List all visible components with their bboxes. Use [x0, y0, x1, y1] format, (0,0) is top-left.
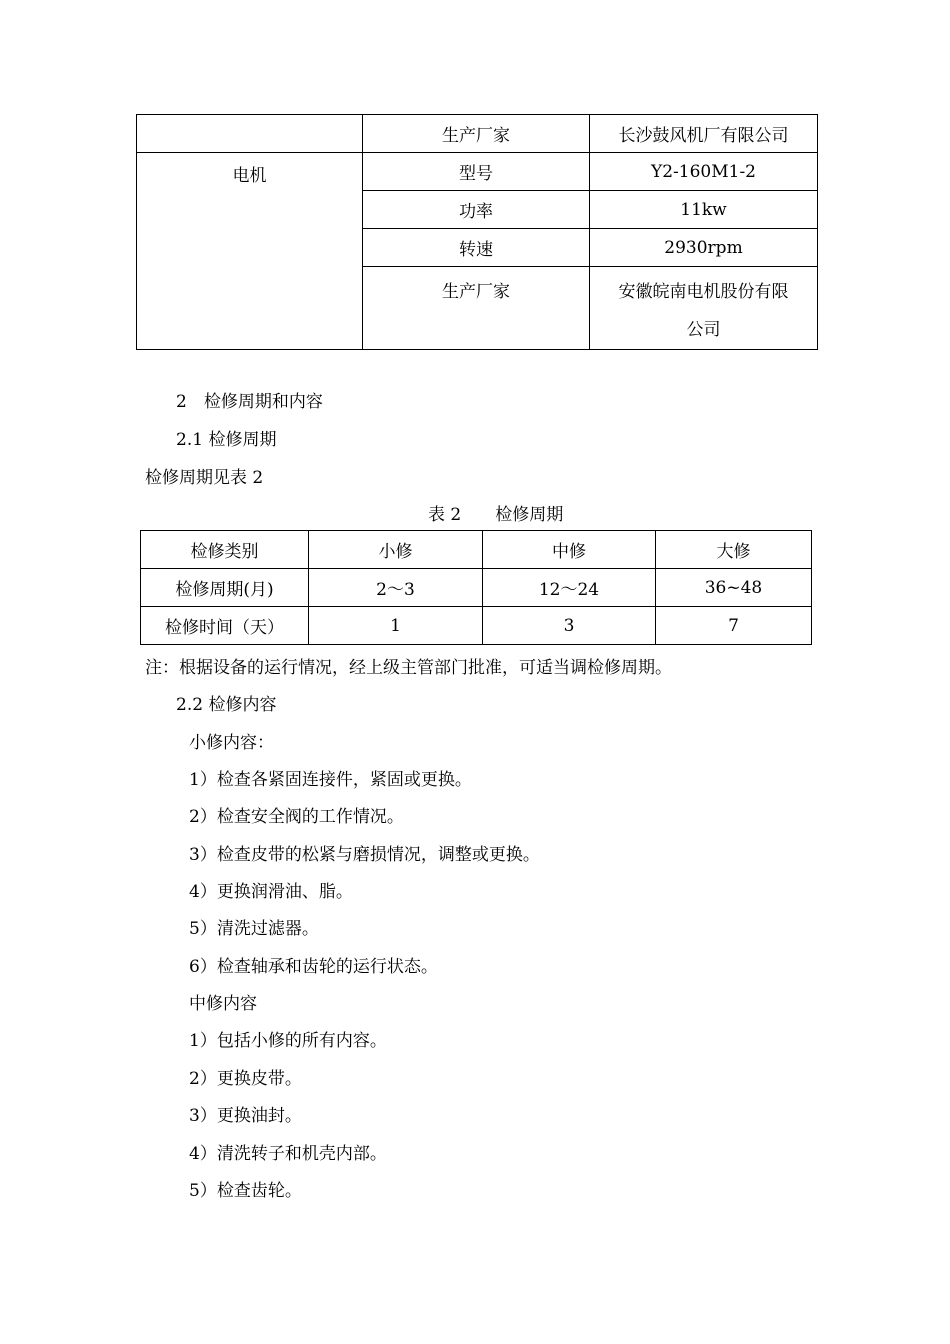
- table-cell: [137, 115, 363, 153]
- table-cell: 7: [656, 607, 812, 645]
- list-item: 6）检查轴承和齿轮的运行状态。: [189, 957, 438, 977]
- list-item: 4）更换润滑油、脂。: [189, 882, 353, 902]
- list-title: 小修内容：: [189, 733, 274, 753]
- table-row: [137, 115, 818, 153]
- table-row: [141, 607, 812, 645]
- table-caption: 表 2 检修周期: [428, 505, 564, 525]
- table-cell: 检修周期(月): [141, 569, 309, 607]
- table-cell-multiline: [590, 267, 818, 350]
- table-cell: 1: [309, 607, 483, 645]
- list-title: 中修内容: [189, 994, 257, 1014]
- cell-line: 安徽皖南电机股份有限: [618, 282, 789, 302]
- list-item: 1）检查各紧固连接件，紧固或更换。: [189, 770, 472, 790]
- table-row: [141, 569, 812, 607]
- table-cell: 2930rpm: [590, 229, 818, 267]
- table-cell: 型号: [363, 153, 590, 191]
- table-cell: 3: [483, 607, 656, 645]
- table-cell: 生产厂家: [363, 267, 590, 350]
- maintenance-cycle-table: [140, 530, 812, 645]
- table-cell: 36~48: [656, 569, 812, 607]
- table-header-row: [141, 531, 812, 569]
- table-header-cell: 大修: [656, 531, 812, 569]
- table-cell: 转速: [363, 229, 590, 267]
- table-cell: 12～24: [483, 569, 656, 607]
- motor-spec-table: [136, 114, 818, 350]
- table-cell: 11kw: [590, 191, 818, 229]
- table-header-cell: 中修: [483, 531, 656, 569]
- section-heading: 2 检修周期和内容: [176, 392, 323, 412]
- list-item: 3）更换油封。: [189, 1106, 302, 1126]
- motor-group-label: 电机: [137, 153, 363, 350]
- list-item: 1）包括小修的所有内容。: [189, 1031, 387, 1051]
- table-cell: 功率: [363, 191, 590, 229]
- subsection-heading: 2.1 检修周期: [176, 430, 277, 450]
- table-note: 注：根据设备的运行情况，经上级主管部门批准，可适当调检修周期。: [145, 658, 672, 678]
- table-row: [137, 153, 818, 191]
- subsection-heading: 2.2 检修内容: [176, 695, 277, 715]
- table-cell: 长沙鼓风机厂有限公司: [590, 115, 818, 153]
- paragraph: 检修周期见表 2: [145, 468, 264, 488]
- list-item: 4）清洗转子和机壳内部。: [189, 1144, 387, 1164]
- table-header-cell: 检修类别: [141, 531, 309, 569]
- list-item: 3）检查皮带的松紧与磨损情况，调整或更换。: [189, 845, 540, 865]
- table-cell: 2～3: [309, 569, 483, 607]
- list-item: 2）检查安全阀的工作情况。: [189, 807, 404, 827]
- list-item: 5）检查齿轮。: [189, 1181, 302, 1201]
- table-cell: Y2-160M1-2: [590, 153, 818, 191]
- table-cell: 生产厂家: [363, 115, 590, 153]
- table-cell: 检修时间（天）: [141, 607, 309, 645]
- list-item: 5）清洗过滤器。: [189, 919, 319, 939]
- cell-line: 公司: [686, 320, 721, 340]
- table-header-cell: 小修: [309, 531, 483, 569]
- list-item: 2）更换皮带。: [189, 1069, 302, 1089]
